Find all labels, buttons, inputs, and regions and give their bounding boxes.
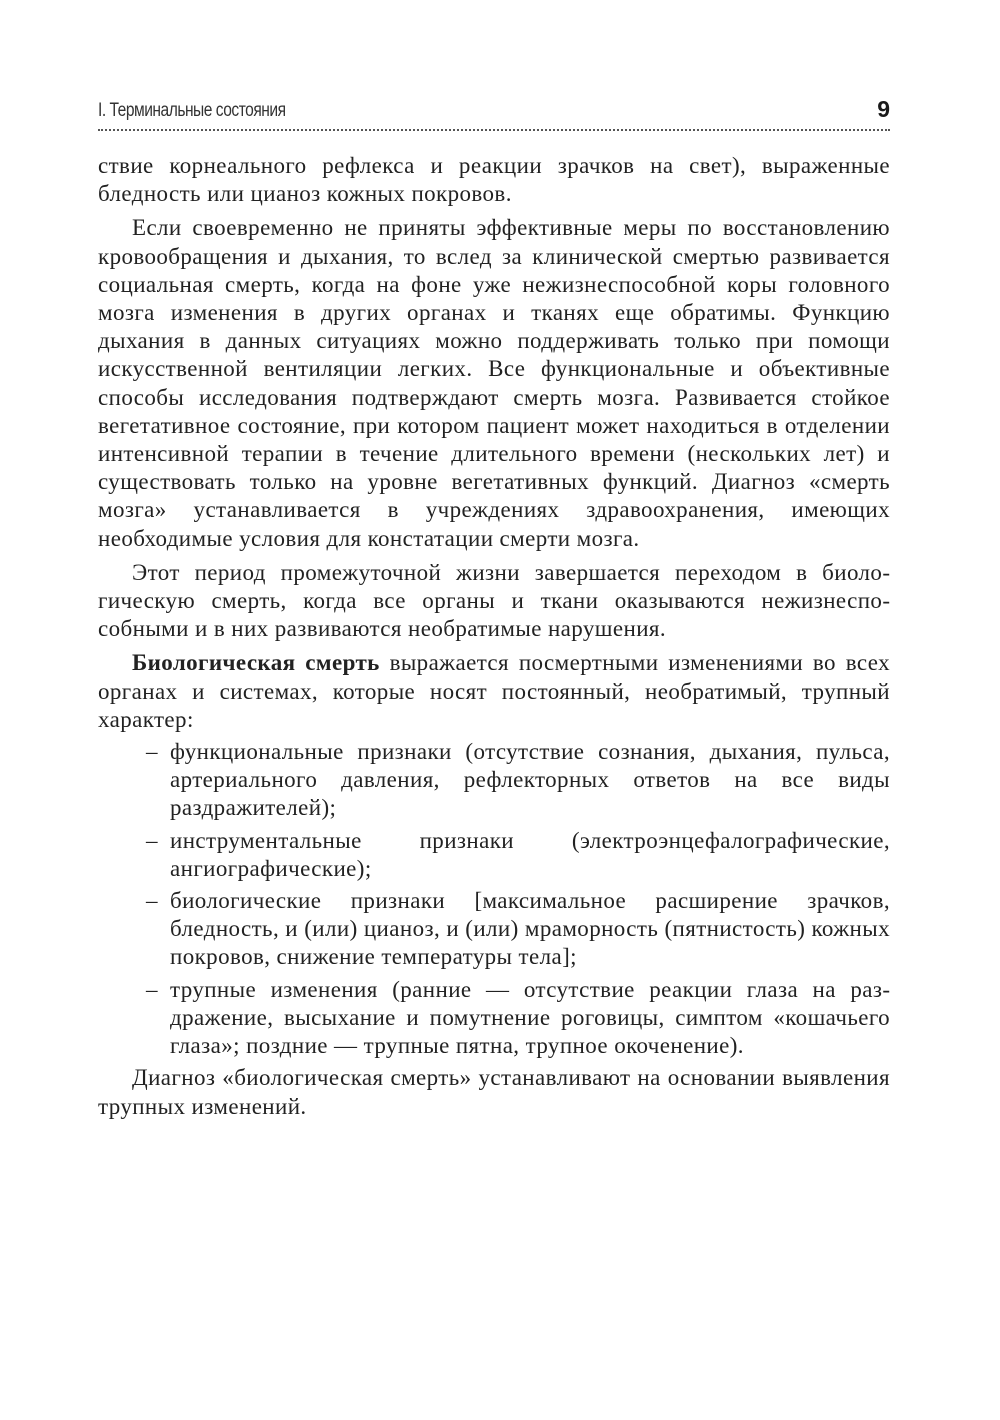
list-item-functional-signs: – функциональные признаки (отсутствие сознания, дыхания, пульса, артериального давления, рефлекторных ответов на все виды раздражителей); [170,738,890,823]
paragraph-intermediate-life: Этот период промежуточной жизни завершается переходом в биологическую смерть, когда все органы и ткани оказываются нежизнеспособными и в них развиваются необратимые нарушения. [98,559,890,642]
page-number: 9 [877,96,890,122]
list-item-instrumental-signs: – инструментальные признаки (электроэнцефалографические, ангиографические); [170,827,890,883]
signs-list [98,738,890,1060]
paragraph-biological-death [98,649,890,734]
paragraph-social-death: Если своевременно не приняты эффективные меры по восстановлению кровообращения и дыхания, то вслед за клинической смертью развивается социальная смерть, когда на фоне уже нежизнеспособной коры головного мозга изменения в других органах и тканях еще обратимы. Функцию дыхания в данных ситуациях можно поддерживать только при помощи искусственной вентиляции легких. Все функциональные и объективные способы исследования подтверждают смерть мозга. Развивается стойкое вегетативное состояние, при котором пациент может находиться в отделении интенсивной терапии в течение длительного времени (нескольких лет) и существовать только на уровне вегетативных функций. Диагноз «смерть мозга» устанавливается в учреждениях здравоохранения, имеющих необходимые условия для констатации смерти мозга. [98,215,890,551]
running-header [98,96,890,126]
term-biological-death: Биологическая смерть [132,650,380,676]
list-item-biological-signs: – биологические признаки [максимальное расширение зрачков, бледность, и (или) цианоз, и (или) мраморность (пятнистость) кожных покровов, снижение температуры тела]; [170,887,890,972]
paragraph-continued: ствие корнеального рефлекса и реакции зрачков на свет), выраженные бледность или цианоз кожных покровов. [98,153,890,207]
section-title: I. Терминальные состояния [98,100,286,121]
list-item-cadaveric-changes: – трупные изменения (ранние — отсутствие реакции глаза на раздражение, высыхание и помутнение роговицы, симптом «кошачьего глаза»; поздние — трупные пятна, трупное окоченение). [170,976,890,1061]
paragraph-diagnosis: Диагноз «биологическая смерть» устанавливают на основании выявления трупных изменений. [98,1065,890,1119]
header-dotted-rule [98,129,890,131]
paragraph-biological-death-text: выражается посмертными изменениями во всех органах и системах, которые носят постоянный, необратимый, трупный характер: [98,650,890,732]
body-text [98,152,890,1121]
